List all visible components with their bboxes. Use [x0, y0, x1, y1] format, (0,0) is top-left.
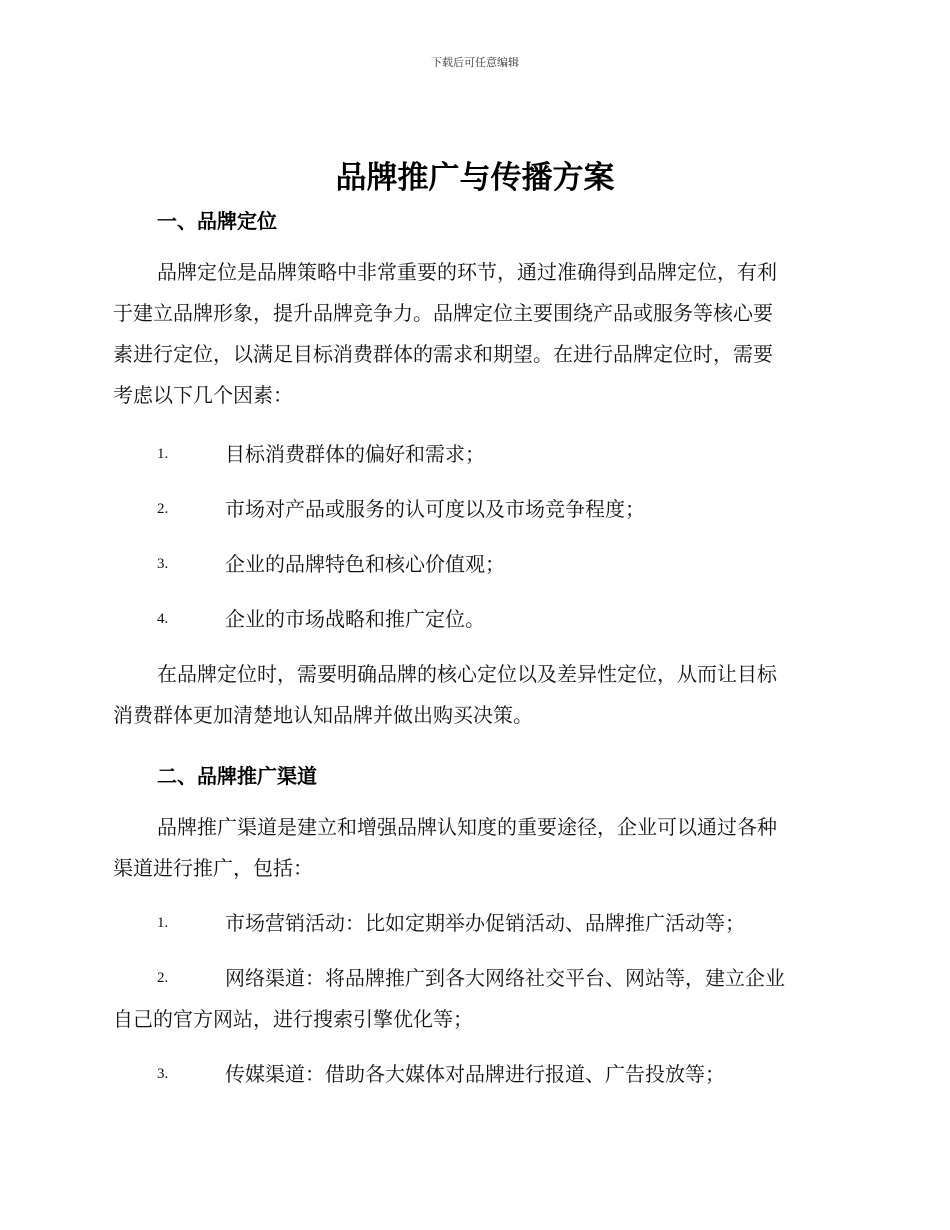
section-heading-brand-positioning: 一、品牌定位 [157, 209, 277, 233]
paragraph-line: 消费群体更加清楚地认知品牌并做出购买决策。 [113, 703, 533, 727]
document-title: 品牌推广与传播方案 [335, 160, 615, 196]
paragraph-line: 品牌推广渠道是建立和增强品牌认知度的重要途径，企业可以通过各种 [157, 815, 777, 839]
list-item-number: 1. [157, 446, 169, 462]
list-item [113, 434, 833, 475]
list-item-text: 目标消费群体的偏好和需求； [225, 442, 485, 466]
list-item [113, 599, 833, 640]
paragraph-positioning-closing [113, 654, 833, 736]
paragraph-line: 考虑以下几个因素： [113, 383, 293, 407]
list-item-text: 企业的市场战略和推广定位。 [225, 607, 485, 631]
list-item [113, 544, 833, 585]
list-item-continuation: 自己的官方网站，进行搜索引擎优化等； [113, 1007, 473, 1031]
header-note: 下载后可任意编辑 [431, 56, 519, 69]
list-item-text: 网络渠道：将品牌推广到各大网络社交平台、网站等，建立企业 [225, 966, 785, 990]
paragraph-line: 于建立品牌形象，提升品牌竞争力。品牌定位主要围绕产品或服务等核心要 [113, 301, 773, 325]
paragraph-line: 素进行定位，以满足目标消费群体的需求和期望。在进行品牌定位时，需要 [113, 342, 773, 366]
list-item [113, 1054, 833, 1095]
list-item [113, 903, 833, 944]
list-item-number: 3. [157, 556, 169, 572]
list-item-text: 市场对产品或服务的认可度以及市场竞争程度； [225, 497, 645, 521]
list-item-number: 4. [157, 611, 169, 627]
list-item-text: 传媒渠道：借助各大媒体对品牌进行报道、广告投放等； [225, 1062, 725, 1086]
list-item [113, 489, 833, 530]
list-item-number: 1. [157, 915, 169, 931]
list-item-number: 3. [157, 1066, 169, 1082]
list-item-number: 2. [157, 970, 169, 986]
paragraph-line: 渠道进行推广，包括： [113, 856, 313, 880]
paragraph-channels-intro [113, 807, 833, 889]
paragraph-line: 在品牌定位时，需要明确品牌的核心定位以及差异性定位，从而让目标 [157, 662, 777, 686]
list-item-text: 企业的品牌特色和核心价值观； [225, 552, 505, 576]
list-item [113, 958, 833, 1040]
list-item-text: 市场营销活动：比如定期举办促销活动、品牌推广活动等； [225, 911, 745, 935]
paragraph-positioning-intro [113, 252, 833, 416]
list-item-number: 2. [157, 501, 169, 517]
paragraph-line: 品牌定位是品牌策略中非常重要的环节，通过准确得到品牌定位，有利 [157, 260, 777, 284]
section-heading-promotion-channels: 二、品牌推广渠道 [157, 764, 317, 788]
